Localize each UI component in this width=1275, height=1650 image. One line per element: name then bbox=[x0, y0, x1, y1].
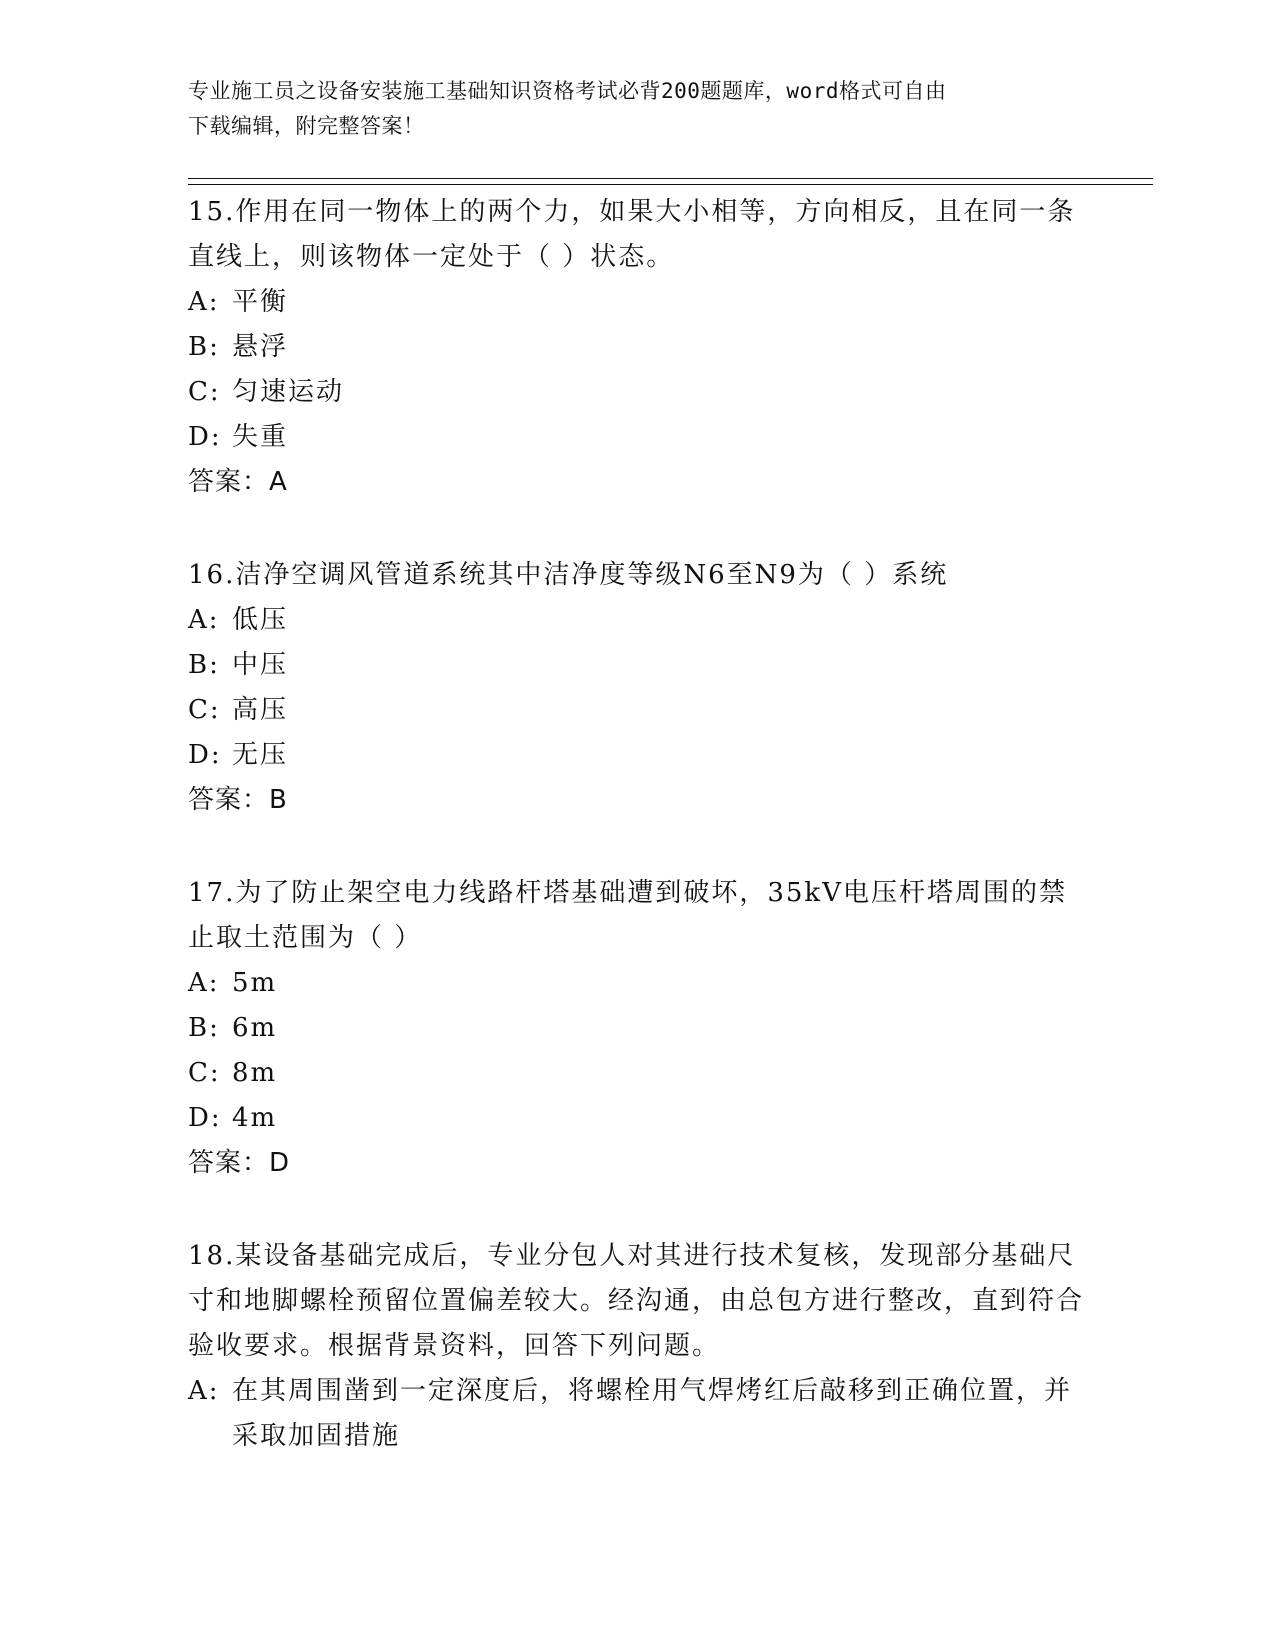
option-letter: A: bbox=[188, 605, 220, 635]
option-b bbox=[188, 1006, 1088, 1051]
answer-line: 答案：D bbox=[188, 1148, 291, 1178]
option-letter: A: bbox=[188, 968, 220, 998]
option-letter: B: bbox=[188, 1013, 220, 1043]
option-a bbox=[188, 598, 1088, 643]
question-list bbox=[188, 190, 1088, 1507]
header-divider-top bbox=[188, 178, 1153, 179]
document-header bbox=[188, 74, 1088, 144]
option-text: 高压 bbox=[232, 695, 289, 725]
option-c bbox=[188, 370, 1088, 415]
option-text: 悬浮 bbox=[232, 332, 289, 362]
answer-line: 答案：A bbox=[188, 467, 288, 497]
option-text: 4m bbox=[232, 1103, 278, 1133]
header-divider-bottom bbox=[188, 184, 1153, 185]
header-line-2: 下载编辑，附完整答案！ bbox=[188, 114, 425, 138]
question-17 bbox=[188, 871, 1088, 1186]
option-text: 在其周围凿到一定深度后，将螺栓用气焊烤红后敲移到正确位置，并采取加固措施 bbox=[232, 1376, 1073, 1451]
option-letter: D: bbox=[188, 422, 222, 452]
option-letter: B: bbox=[188, 332, 220, 362]
option-d bbox=[188, 733, 1088, 778]
option-c bbox=[188, 1051, 1088, 1096]
option-letter: A: bbox=[188, 1376, 220, 1406]
option-text: 匀速运动 bbox=[232, 377, 345, 407]
option-text: 8m bbox=[232, 1058, 278, 1088]
option-a bbox=[188, 961, 1088, 1006]
question-text: 18.某设备基础完成后，专业分包人对其进行技术复核，发现部分基础尺寸和地脚螺栓预留位置偏差较大。经沟通，由总包方进行整改，直到符合验收要求。根据背景资料，回答下列问题。 bbox=[188, 1241, 1085, 1361]
option-d bbox=[188, 1096, 1088, 1141]
option-a bbox=[188, 1369, 1088, 1459]
question-text: 17.为了防止架空电力线路杆塔基础遭到破坏，35kV电压杆塔周围的禁止取土范围为（ ） bbox=[188, 878, 1067, 953]
question-18 bbox=[188, 1234, 1088, 1459]
option-letter: C: bbox=[188, 1058, 221, 1088]
option-letter: C: bbox=[188, 695, 221, 725]
option-c bbox=[188, 688, 1088, 733]
question-16 bbox=[188, 553, 1088, 823]
option-text: 无压 bbox=[232, 740, 289, 770]
option-text: 失重 bbox=[232, 422, 289, 452]
header-line-1: 专业施工员之设备安装施工基础知识资格考试必背200题题库，word格式可自由 bbox=[188, 79, 947, 103]
option-letter: A: bbox=[188, 287, 220, 317]
question-text: 15.作用在同一物体上的两个力，如果大小相等，方向相反，且在同一条直线上，则该物体一定处于（ ）状态。 bbox=[188, 197, 1076, 272]
option-text: 平衡 bbox=[232, 287, 289, 317]
option-letter: B: bbox=[188, 650, 220, 680]
option-text: 中压 bbox=[232, 650, 289, 680]
option-text: 6m bbox=[232, 1013, 278, 1043]
option-a bbox=[188, 280, 1088, 325]
question-15 bbox=[188, 190, 1088, 505]
option-text: 5m bbox=[232, 968, 278, 998]
option-letter: D: bbox=[188, 1103, 222, 1133]
option-letter: C: bbox=[188, 377, 221, 407]
option-text: 低压 bbox=[232, 605, 289, 635]
answer-line: 答案：B bbox=[188, 785, 288, 815]
option-b bbox=[188, 643, 1088, 688]
question-text: 16.洁净空调风管道系统其中洁净度等级N6至N9为（ ）系统 bbox=[188, 560, 949, 590]
option-b bbox=[188, 325, 1088, 370]
option-d bbox=[188, 415, 1088, 460]
option-letter: D: bbox=[188, 740, 222, 770]
